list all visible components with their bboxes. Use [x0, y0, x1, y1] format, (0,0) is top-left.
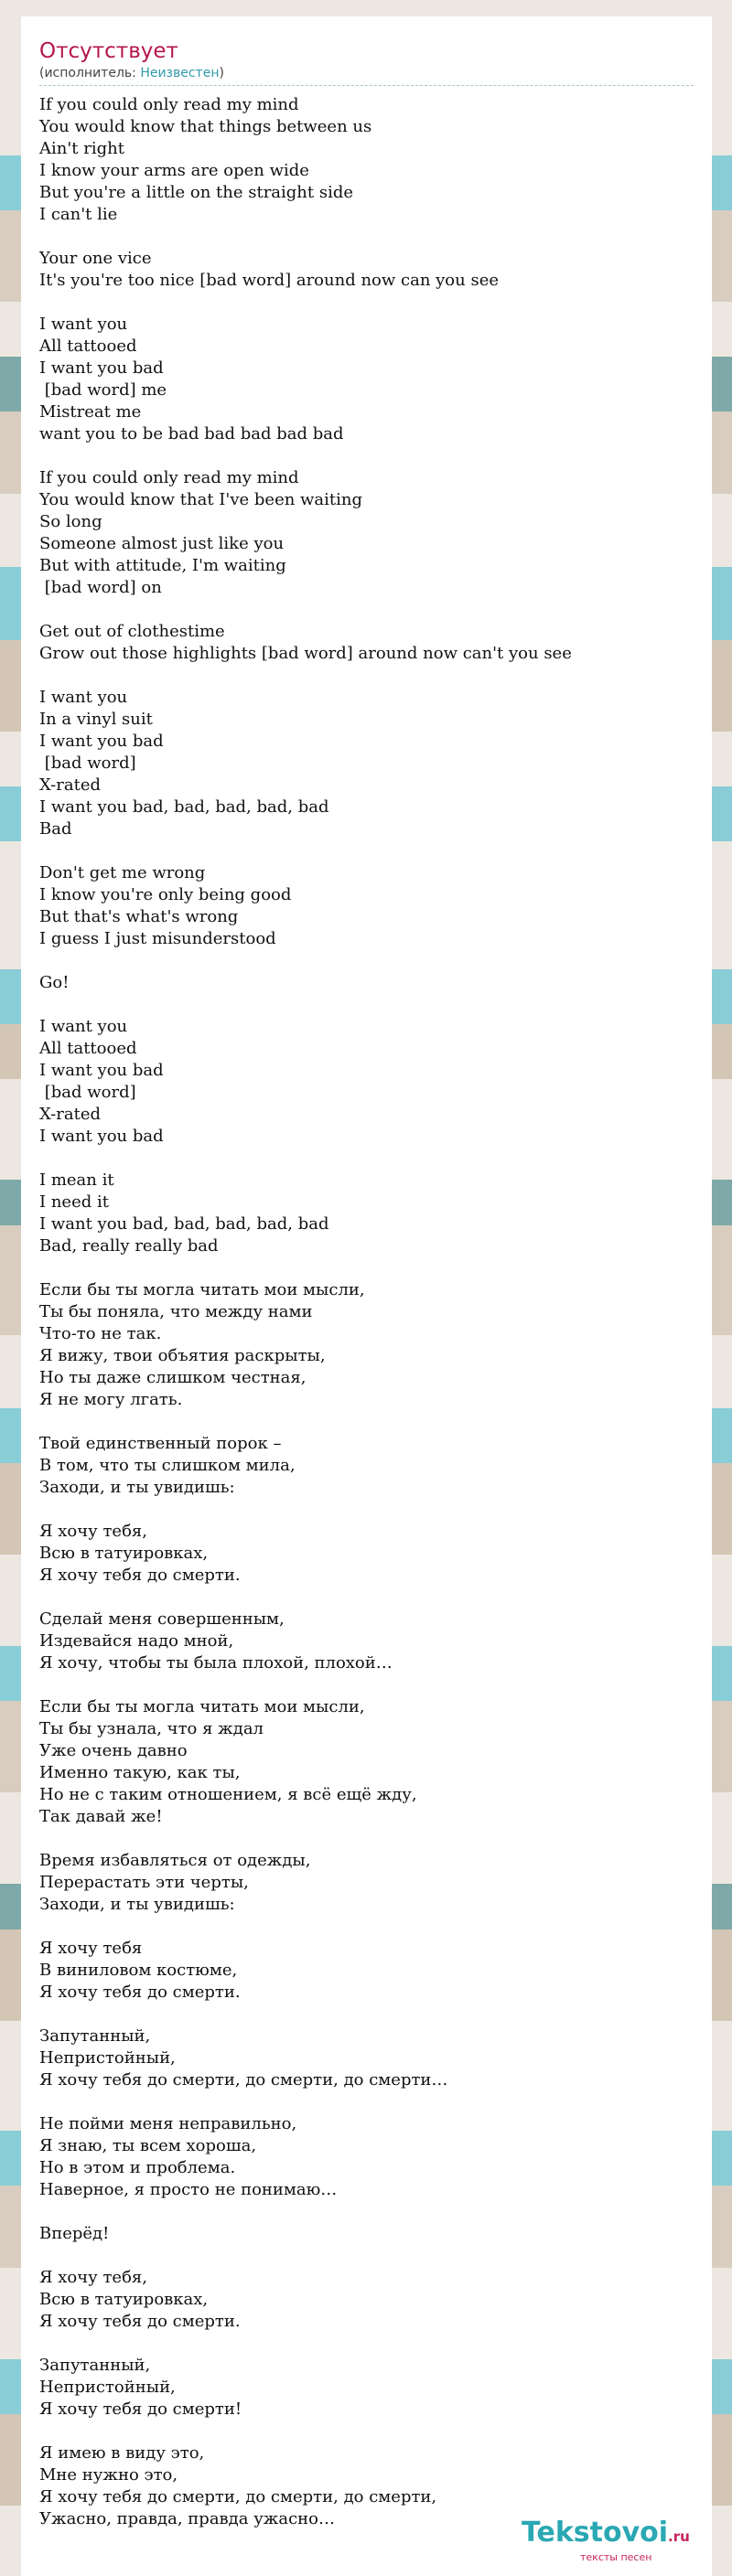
lyrics-stanza	[39, 248, 694, 292]
lyrics-stanza	[39, 94, 694, 226]
lyrics-stanza	[39, 621, 694, 665]
lyrics-stanza	[39, 862, 694, 950]
lyrics-line: Уже очень давно	[39, 1741, 188, 1760]
lyrics-stanza	[39, 1279, 694, 1411]
lyrics-line: Get out of clothestime	[39, 622, 225, 641]
lyrics-line: Bad	[39, 819, 72, 839]
lyrics-stanza	[39, 1016, 694, 1148]
lyrics-line: Go!	[39, 973, 70, 992]
lyrics-line: Издевайся надо мной,	[39, 1631, 234, 1651]
lyrics-line: I want you bad	[39, 358, 164, 378]
lyrics-line: Твой единственный порок –	[39, 1434, 282, 1453]
lyrics-line: But that's what's wrong	[39, 907, 239, 926]
lyrics-line: [bad word] on	[39, 578, 162, 597]
lyrics-line: I know you're only being good	[39, 885, 292, 904]
lyrics-line: Что-то не так.	[39, 1324, 162, 1343]
lyrics-line: Наверное, я просто не понимаю…	[39, 2180, 338, 2199]
lyrics-line: Я хочу, чтобы ты была плохой, плохой…	[39, 1653, 393, 1673]
lyrics-stanza	[39, 1850, 694, 1916]
lyrics-stanza	[39, 1696, 694, 1828]
lyrics-line: I want you bad	[39, 1061, 164, 1080]
lyrics-line: You would know that things between us	[39, 117, 372, 136]
lyrics-line: Ain't right	[39, 139, 124, 158]
lyrics-line: All tattooed	[39, 337, 137, 356]
lyrics-line: Я вижу, твои объятия раскрыты,	[39, 1346, 326, 1365]
lyrics-line: Ты бы узнала, что я ждал	[39, 1719, 264, 1738]
lyrics-line: I want you	[39, 688, 128, 707]
song-title: Отсутствует	[39, 39, 178, 63]
lyrics-line: Запутанный,	[39, 2026, 151, 2046]
lyrics-line: It's you're too nice [bad word] around now can you see	[39, 271, 499, 290]
lyrics-stanza	[39, 1938, 694, 2004]
lyrics-line: I want you bad	[39, 732, 164, 751]
lyrics-line: Сделай меня совершенным,	[39, 1609, 285, 1629]
lyrics-stanza	[39, 1521, 694, 1587]
lyrics-line: Именно такую, как ты,	[39, 1763, 241, 1782]
lyrics-line: Заходи, и ты увидишь:	[39, 1895, 235, 1914]
artist-suffix: )	[219, 66, 224, 80]
lyrics-line: Время избавляться от одежды,	[39, 1851, 311, 1870]
lyrics-line: X-rated	[39, 1105, 101, 1124]
lyrics-line: Но ты даже слишком честная,	[39, 1368, 307, 1387]
lyrics-line: Всю в татуировках,	[39, 1544, 209, 1563]
artist-link[interactable]: Неизвестен	[140, 66, 220, 80]
lyrics-line: Ты бы поняла, что между нами	[39, 1302, 313, 1321]
lyrics-stanza	[39, 2223, 694, 2245]
logo-tagline: тексты песен	[580, 2551, 652, 2563]
lyrics-stanza	[39, 314, 694, 445]
lyrics-line: Я хочу тебя	[39, 1939, 143, 1958]
lyrics-line: Don't get me wrong	[39, 863, 206, 882]
lyrics-line: Я хочу тебя,	[39, 1522, 147, 1541]
lyrics-line: I know your arms are open wide	[39, 161, 309, 180]
lyrics-line: I want you	[39, 315, 128, 334]
lyrics-line: Но не с таким отношением, я всё ещё жду,	[39, 1785, 417, 1804]
lyrics-line: [bad word] me	[39, 380, 167, 400]
lyrics-line: Я хочу тебя до смерти, до смерти, до смерти,	[39, 2487, 437, 2507]
lyrics-stanza	[39, 2026, 694, 2091]
lyrics-line: So long	[39, 512, 102, 531]
lyrics-line: I want you bad	[39, 1127, 164, 1146]
lyrics-line: [bad word]	[39, 754, 136, 773]
lyrics-line: All tattooed	[39, 1039, 137, 1058]
lyrics-line: Не пойми меня неправильно,	[39, 2114, 297, 2133]
lyrics-line: I need it	[39, 1192, 109, 1212]
lyrics-line: Вперёд!	[39, 2224, 110, 2243]
lyrics-line: Непристойный,	[39, 2378, 176, 2397]
lyrics-line: Я хочу тебя до смерти.	[39, 1566, 241, 1585]
site-logo[interactable]	[522, 2515, 723, 2570]
lyrics-line: Your one vice	[39, 249, 152, 268]
lyrics-line: Mistreat me	[39, 402, 142, 422]
logo-name: Tekstovoi	[522, 2517, 669, 2549]
lyrics-line: Я знаю, ты всем хороша,	[39, 2136, 257, 2155]
lyrics-line: В виниловом костюме,	[39, 1961, 238, 1980]
lyrics-line: В том, что ты слишком мила,	[39, 1456, 296, 1475]
logo-wordmark	[522, 2515, 690, 2555]
lyrics-line: If you could only read my mind	[39, 95, 299, 114]
lyrics-line: Если бы ты могла читать мои мысли,	[39, 1697, 365, 1716]
lyrics-line: In a vinyl suit	[39, 710, 153, 729]
lyrics-stanza	[39, 467, 694, 599]
lyrics-line: Запутанный,	[39, 2356, 151, 2375]
lyrics-line: I guess I just misunderstood	[39, 929, 276, 948]
lyrics-line: I can't lie	[39, 205, 118, 224]
lyrics-line: But you're a little on the straight side	[39, 183, 354, 202]
lyrics-line: Ужасно, правда, правда ужасно…	[39, 2509, 336, 2528]
logo-tld: .ru	[668, 2528, 690, 2545]
lyrics-line: Я не могу лгать.	[39, 1390, 183, 1409]
lyrics-line: Непристойный,	[39, 2048, 176, 2068]
lyrics-stanza	[39, 1609, 694, 1674]
lyrics-stanza	[39, 2267, 694, 2333]
lyrics-stanza	[39, 2355, 694, 2421]
lyrics-line: Я хочу тебя до смерти.	[39, 2312, 241, 2331]
lyrics-line: I mean it	[39, 1170, 114, 1190]
lyrics-stanza	[39, 1433, 694, 1499]
artist-prefix: (исполнитель:	[39, 66, 141, 80]
lyrics-line: I want you bad, bad, bad, bad, bad	[39, 1214, 329, 1234]
lyrics-line: If you could only read my mind	[39, 468, 299, 487]
lyrics-line: Grow out those highlights [bad word] around now can't you see	[39, 644, 572, 663]
lyrics-line: Я хочу тебя до смерти, до смерти, до смерти…	[39, 2070, 448, 2090]
lyrics-line: Но в этом и проблема.	[39, 2158, 236, 2177]
lyrics-line: Так давай же!	[39, 1807, 163, 1826]
lyrics-line: Мне нужно это,	[39, 2465, 178, 2485]
lyrics-line: Я имею в виду это,	[39, 2443, 205, 2463]
lyrics-line: You would know that I've been waiting	[39, 490, 363, 509]
lyrics-line: Заходи, и ты увидишь:	[39, 1478, 235, 1497]
lyrics-line: [bad word]	[39, 1083, 136, 1102]
lyrics-stanza	[39, 687, 694, 840]
lyrics-line: X-rated	[39, 775, 101, 795]
artist-line	[39, 64, 694, 86]
lyrics-line: Если бы ты могла читать мои мысли,	[39, 1280, 365, 1299]
lyrics-stanza	[39, 1170, 694, 1257]
lyrics-line: Я хочу тебя,	[39, 2268, 147, 2287]
lyrics-line: I want you bad, bad, bad, bad, bad	[39, 797, 329, 817]
lyrics-line: But with attitude, I'm waiting	[39, 556, 286, 575]
lyrics-line: Bad, really really bad	[39, 1236, 219, 1256]
lyrics-line: Someone almost just like you	[39, 534, 285, 553]
lyrics-line: Я хочу тебя до смерти.	[39, 1983, 241, 2002]
lyrics-line: Я хочу тебя до смерти!	[39, 2400, 242, 2419]
lyrics-text	[39, 94, 694, 2530]
lyrics-card	[21, 16, 712, 2576]
lyrics-stanza	[39, 2113, 694, 2201]
lyrics-line: Перерастать эти черты,	[39, 1873, 249, 1892]
lyrics-stanza	[39, 972, 694, 994]
lyrics-line: want you to be bad bad bad bad bad	[39, 424, 344, 444]
lyrics-line: I want you	[39, 1017, 128, 1036]
lyrics-line: Всю в татуировках,	[39, 2290, 209, 2309]
